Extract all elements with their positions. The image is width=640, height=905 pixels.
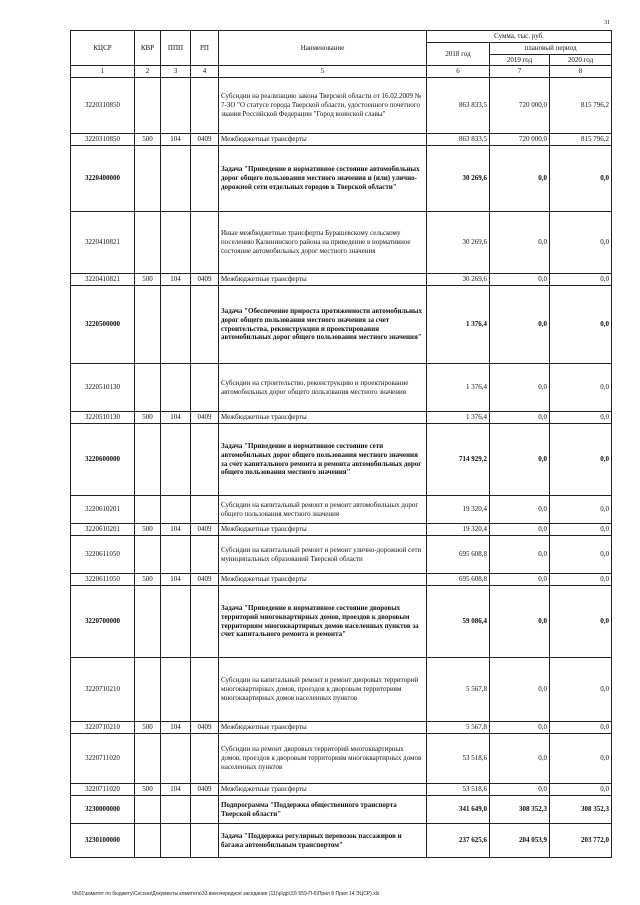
cell-kvr: 500 [135, 784, 161, 796]
colnum: 1 [71, 66, 135, 78]
cell-2020: 203 772,0 [550, 824, 612, 858]
colnum: 6 [427, 66, 490, 78]
table-row [71, 536, 612, 574]
cell-2019: 720 000,0 [490, 134, 550, 146]
cell-name: Субсидии на строительство, реконструкцию и проектирование автомобильных дорог общего пользования местного значения [219, 364, 427, 412]
cell-name: Иные межбюджетные трансферты Бурашевскому сельскому поселению Калининского района на приведение в нормативное состояние автомобильных дорог местного значения [219, 212, 427, 274]
cell-name: Задача "Поддержка регулярных перевозок пассажиров и багажа автомобильным транспортом" [219, 824, 427, 858]
cell-rp [191, 734, 219, 784]
cell-name: Задача "Обеспечение прироста протяженности автомобильных дорог общего пользования местного значения за счет строительства, реконструкции и проектирования автомобильных дорог общего пользования местного значения" [219, 286, 427, 364]
cell-rp [191, 496, 219, 524]
cell-2019: 0,0 [490, 784, 550, 796]
table-row [71, 286, 612, 364]
colnum: 4 [191, 66, 219, 78]
cell-ppp [161, 364, 191, 412]
col-header-2018: 2018 год [427, 42, 490, 66]
cell-rp [191, 78, 219, 134]
cell-2019: 0,0 [490, 496, 550, 524]
colnum: 5 [219, 66, 427, 78]
table-row [71, 274, 612, 286]
cell-2019: 0,0 [490, 524, 550, 536]
cell-kvr [135, 146, 161, 212]
cell-rp [191, 824, 219, 858]
col-header-kvr: КВР [135, 31, 161, 66]
col-header-2019: 2019 год [490, 54, 550, 66]
table-row [71, 586, 612, 658]
cell-2019: 204 053,9 [490, 824, 550, 858]
column-number-row [71, 66, 612, 78]
cell-name: Субсидии на капитальный ремонт и ремонт улично-дорожной сети муниципальных образований Тверской области [219, 536, 427, 574]
cell-name: Подпрограмма "Поддержка общественного транспорта Тверской области" [219, 796, 427, 824]
cell-kvr [135, 78, 161, 134]
cell-rp: 0409 [191, 134, 219, 146]
table-row [71, 824, 612, 858]
cell-2018: 1 376,4 [427, 286, 490, 364]
cell-kvr [135, 424, 161, 496]
table-row [71, 364, 612, 412]
table-row [71, 722, 612, 734]
cell-kvr [135, 286, 161, 364]
cell-kvr [135, 658, 161, 722]
cell-ppp [161, 734, 191, 784]
col-header-2020: 2020 год [550, 54, 612, 66]
cell-2018: 30 269,6 [427, 274, 490, 286]
cell-2018: 695 608,8 [427, 536, 490, 574]
cell-ppp [161, 424, 191, 496]
table-row [71, 212, 612, 274]
cell-2019: 0,0 [490, 658, 550, 722]
table-row [71, 784, 612, 796]
cell-kvr [135, 496, 161, 524]
cell-2020: 0,0 [550, 286, 612, 364]
cell-2020: 0,0 [550, 212, 612, 274]
cell-2019: 720 000,0 [490, 78, 550, 134]
cell-2018: 863 833,5 [427, 78, 490, 134]
cell-rp [191, 364, 219, 412]
table-body [71, 78, 612, 858]
cell-ppp [161, 536, 191, 574]
cell-kvr [135, 212, 161, 274]
table-row [71, 146, 612, 212]
cell-2020: 0,0 [550, 722, 612, 734]
cell-rp [191, 424, 219, 496]
cell-rp [191, 796, 219, 824]
cell-kcsr: 3220500000 [71, 286, 135, 364]
cell-kcsr: 3220711020 [71, 784, 135, 796]
cell-2018: 19 320,4 [427, 524, 490, 536]
cell-2020: 0,0 [550, 536, 612, 574]
cell-name: Межбюджетные трансферты [219, 574, 427, 586]
cell-name: Субсидии на реализацию закона Тверской области от 16.02.2009 № 7-ЗО "О статусе города Тверской области, удостоенного почетного звания Российской Федерации "Город воинской славы" [219, 78, 427, 134]
cell-kcsr: 3220710210 [71, 722, 135, 734]
cell-rp [191, 658, 219, 722]
colnum: 8 [550, 66, 612, 78]
cell-rp [191, 536, 219, 574]
col-header-sum: Сумма, тыс. руб. [427, 31, 612, 43]
cell-2018: 237 625,6 [427, 824, 490, 858]
cell-2020: 0,0 [550, 734, 612, 784]
cell-2019: 0,0 [490, 364, 550, 412]
cell-kcsr: 3220510130 [71, 364, 135, 412]
cell-ppp: 104 [161, 722, 191, 734]
cell-kvr: 500 [135, 134, 161, 146]
cell-2018: 53 518,6 [427, 784, 490, 796]
cell-ppp [161, 78, 191, 134]
cell-ppp [161, 496, 191, 524]
cell-2019: 0,0 [490, 722, 550, 734]
cell-2020: 308 352,3 [550, 796, 612, 824]
cell-kcsr: 3220700000 [71, 586, 135, 658]
cell-kvr [135, 796, 161, 824]
cell-kvr: 500 [135, 574, 161, 586]
cell-kcsr: 3220611050 [71, 536, 135, 574]
file-path-footer: \\fs01\комитет по бюджету\Сессии\Документы комитета\33 внеочередное заседание (11)\р\др\33\ 659-П-6\Прил 8 Прил 14 ЭЦСР).xls [72, 891, 380, 897]
cell-2019: 0,0 [490, 424, 550, 496]
cell-kcsr: 3220310850 [71, 134, 135, 146]
cell-name: Задача "Приведение в нормативное состояние дворовых территорий многоквартирных домов, проездов к дворовым территориям многоквартирных домов населенных пунктов за счет капитального ремонта и ремонта" [219, 586, 427, 658]
cell-2020: 0,0 [550, 412, 612, 424]
cell-2019: 0,0 [490, 146, 550, 212]
cell-kvr [135, 586, 161, 658]
cell-rp [191, 212, 219, 274]
cell-2019: 0,0 [490, 212, 550, 274]
cell-2019: 308 352,3 [490, 796, 550, 824]
col-header-kcsr: КЦСР [71, 31, 135, 66]
cell-ppp: 104 [161, 524, 191, 536]
cell-ppp [161, 658, 191, 722]
cell-2019: 0,0 [490, 412, 550, 424]
cell-name: Межбюджетные трансферты [219, 274, 427, 286]
cell-name: Межбюджетные трансферты [219, 722, 427, 734]
cell-rp: 0409 [191, 784, 219, 796]
cell-kcsr: 3220711020 [71, 734, 135, 784]
cell-rp: 0409 [191, 524, 219, 536]
colnum: 3 [161, 66, 191, 78]
cell-2019: 0,0 [490, 274, 550, 286]
cell-2020: 815 796,2 [550, 134, 612, 146]
cell-2019: 0,0 [490, 536, 550, 574]
cell-2020: 0,0 [550, 424, 612, 496]
cell-kvr [135, 364, 161, 412]
cell-name: Субсидии на капитальный ремонт и ремонт дворовых территорий многоквартирных домов, проездов к дворовым территориям многоквартирных домов населенных пунктов [219, 658, 427, 722]
cell-kcsr: 3220410821 [71, 212, 135, 274]
cell-name: Субсидии на ремонт дворовых территорий многоквартирных домов, проездов к дворовым территориям многоквартирных домов населенных пунктов [219, 734, 427, 784]
cell-2020: 0,0 [550, 574, 612, 586]
cell-name: Задача "Приведение в нормативное состояние сети автомобильных дорог общего пользования местного значения за счет капитального ремонта и ремонта автомобильных дорог общего пользования местного значения" [219, 424, 427, 496]
cell-2018: 5 567,8 [427, 658, 490, 722]
cell-2020: 0,0 [550, 586, 612, 658]
cell-name: Субсидии на капитальный ремонт и ремонт автомобильных дорог общего пользования местного значения [219, 496, 427, 524]
table-row [71, 78, 612, 134]
cell-2018: 695 608,8 [427, 574, 490, 586]
cell-kcsr: 3220600000 [71, 424, 135, 496]
cell-ppp: 104 [161, 134, 191, 146]
cell-2019: 0,0 [490, 286, 550, 364]
cell-2018: 341 649,0 [427, 796, 490, 824]
cell-kvr: 500 [135, 274, 161, 286]
cell-2019: 0,0 [490, 734, 550, 784]
table-row [71, 524, 612, 536]
cell-kcsr: 3220610201 [71, 524, 135, 536]
cell-ppp: 104 [161, 412, 191, 424]
cell-ppp: 104 [161, 784, 191, 796]
cell-2018: 59 086,4 [427, 586, 490, 658]
cell-2020: 0,0 [550, 658, 612, 722]
table-row [71, 734, 612, 784]
col-header-planned: плановый период [490, 42, 612, 54]
cell-ppp [161, 824, 191, 858]
table-row [71, 412, 612, 424]
cell-rp [191, 146, 219, 212]
cell-rp [191, 586, 219, 658]
cell-kvr [135, 536, 161, 574]
cell-2020: 815 796,2 [550, 78, 612, 134]
cell-ppp: 104 [161, 274, 191, 286]
cell-2020: 0,0 [550, 364, 612, 412]
colnum: 2 [135, 66, 161, 78]
cell-2018: 863 833,5 [427, 134, 490, 146]
table-row [71, 658, 612, 722]
col-header-ppp: ППП [161, 31, 191, 66]
cell-ppp [161, 796, 191, 824]
cell-2018: 1 376,4 [427, 412, 490, 424]
cell-kvr: 500 [135, 524, 161, 536]
cell-kcsr: 3220310850 [71, 78, 135, 134]
cell-ppp [161, 286, 191, 364]
cell-2020: 0,0 [550, 784, 612, 796]
col-header-rp: РП [191, 31, 219, 66]
cell-2018: 1 376,4 [427, 364, 490, 412]
cell-kvr [135, 734, 161, 784]
cell-ppp: 104 [161, 574, 191, 586]
cell-kcsr: 3220610201 [71, 496, 135, 524]
cell-rp: 0409 [191, 722, 219, 734]
cell-2019: 0,0 [490, 574, 550, 586]
cell-kvr: 500 [135, 412, 161, 424]
cell-2020: 0,0 [550, 274, 612, 286]
cell-ppp [161, 586, 191, 658]
cell-2018: 30 269,6 [427, 146, 490, 212]
cell-2020: 0,0 [550, 496, 612, 524]
cell-2020: 0,0 [550, 524, 612, 536]
cell-2018: 19 320,4 [427, 496, 490, 524]
cell-2018: 53 518,6 [427, 734, 490, 784]
cell-kvr [135, 824, 161, 858]
cell-kvr: 500 [135, 722, 161, 734]
colnum: 7 [490, 66, 550, 78]
cell-ppp [161, 146, 191, 212]
cell-rp [191, 286, 219, 364]
cell-kcsr: 3220510130 [71, 412, 135, 424]
table-row [71, 424, 612, 496]
cell-kcsr: 3230000000 [71, 796, 135, 824]
cell-name: Межбюджетные трансферты [219, 412, 427, 424]
cell-2018: 5 567,8 [427, 722, 490, 734]
col-header-name: Наименование [219, 31, 427, 66]
cell-rp: 0409 [191, 574, 219, 586]
table-row [71, 134, 612, 146]
cell-2018: 30 269,6 [427, 212, 490, 274]
page-number: 31 [604, 20, 610, 26]
table-row [71, 796, 612, 824]
cell-2018: 714 929,2 [427, 424, 490, 496]
cell-kcsr: 3220611050 [71, 574, 135, 586]
cell-rp: 0409 [191, 412, 219, 424]
table-row [71, 496, 612, 524]
cell-kcsr: 3220400000 [71, 146, 135, 212]
cell-name: Межбюджетные трансферты [219, 524, 427, 536]
cell-ppp [161, 212, 191, 274]
cell-kcsr: 3220410821 [71, 274, 135, 286]
cell-2020: 0,0 [550, 146, 612, 212]
cell-kcsr: 3220710210 [71, 658, 135, 722]
cell-name: Межбюджетные трансферты [219, 784, 427, 796]
table-row [71, 574, 612, 586]
cell-name: Задача "Приведение в нормативное состояние автомобильных дорог общего пользования местного значения и (или) улично-дорожной сети отдельных городов в Тверской области" [219, 146, 427, 212]
cell-name: Межбюджетные трансферты [219, 134, 427, 146]
budget-table [70, 30, 612, 858]
cell-kcsr: 3230100000 [71, 824, 135, 858]
cell-rp: 0409 [191, 274, 219, 286]
cell-2019: 0,0 [490, 586, 550, 658]
